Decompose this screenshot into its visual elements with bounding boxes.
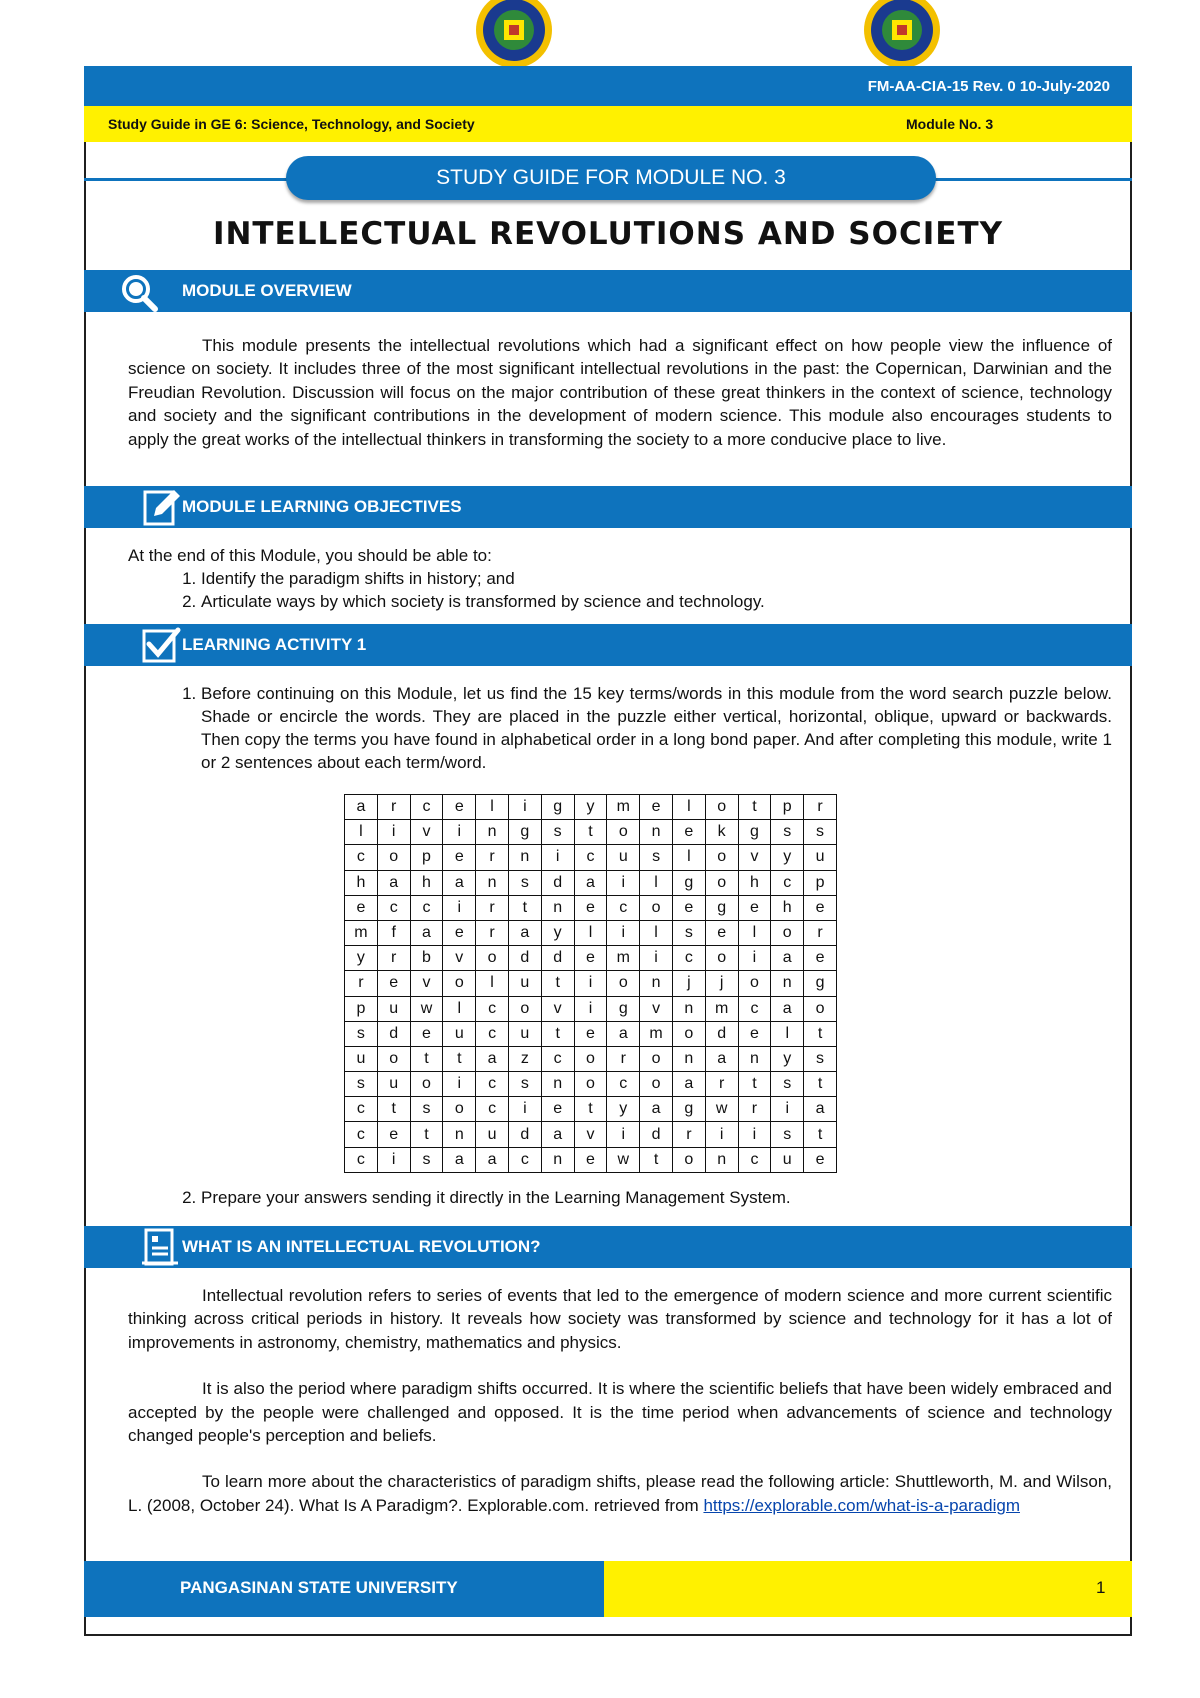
puzzle-cell: o xyxy=(443,971,476,996)
study-guide-title: Study Guide in GE 6: Science, Technology, and Society xyxy=(108,116,475,132)
puzzle-cell: a xyxy=(476,1147,509,1172)
puzzle-cell: s xyxy=(771,1072,804,1097)
puzzle-cell: t xyxy=(640,1147,673,1172)
puzzle-cell: c xyxy=(508,1147,541,1172)
puzzle-cell: n xyxy=(508,845,541,870)
puzzle-cell: y xyxy=(345,946,378,971)
puzzle-cell: s xyxy=(410,1097,443,1122)
puzzle-cell: c xyxy=(377,895,410,920)
puzzle-cell: r xyxy=(377,946,410,971)
puzzle-cell: n xyxy=(476,870,509,895)
puzzle-cell: u xyxy=(476,1122,509,1147)
puzzle-cell: p xyxy=(771,795,804,820)
puzzle-cell: n xyxy=(640,820,673,845)
puzzle-cell: o xyxy=(508,996,541,1021)
puzzle-cell: a xyxy=(705,1046,738,1071)
puzzle-cell: t xyxy=(574,820,607,845)
puzzle-cell: o xyxy=(771,920,804,945)
puzzle-cell: e xyxy=(804,895,837,920)
puzzle-cell: l xyxy=(672,795,705,820)
puzzle-cell: a xyxy=(541,1122,574,1147)
puzzle-cell: o xyxy=(410,1072,443,1097)
puzzle-cell: o xyxy=(705,795,738,820)
module-number: Module No. 3 xyxy=(906,116,994,132)
puzzle-cell: g xyxy=(804,971,837,996)
puzzle-cell: v xyxy=(443,946,476,971)
activity-list-2 xyxy=(128,1186,1112,1209)
puzzle-cell: r xyxy=(804,795,837,820)
puzzle-row xyxy=(345,1046,837,1071)
puzzle-cell: w xyxy=(410,996,443,1021)
puzzle-row xyxy=(345,1072,837,1097)
puzzle-cell: s xyxy=(410,1147,443,1172)
puzzle-cell: s xyxy=(804,1046,837,1071)
puzzle-cell: s xyxy=(640,845,673,870)
puzzle-cell: v xyxy=(738,845,771,870)
intellectual-paragraph-1: Intellectual revolution refers to series of events that led to the emergence of modern science and more current scientific thinking across critical periods in history. It reveals how society was transformed by science and technology for it has a lot of improvements in astronomy, chemistry, mathematics and physics. xyxy=(128,1286,1112,1352)
puzzle-cell: c xyxy=(345,845,378,870)
puzzle-cell: u xyxy=(508,1021,541,1046)
puzzle-cell: c xyxy=(410,795,443,820)
puzzle-cell: s xyxy=(345,1072,378,1097)
puzzle-cell: o xyxy=(738,971,771,996)
overview-paragraph: This module presents the intellectual revolutions which had a significant effect on how people view the influence of science on society. It includes three of the most significant intellectual revolutions in the past: the Copernican, Darwinian and the Freudian Revolution. Discussion will focus on the major contribution of these great thinkers in the context of science, technology and society and the significant contributions in the development of modern science. This module also encourages students to apply the great works of the intellectual thinkers in transforming the society to a more conducive place to live. xyxy=(128,336,1112,449)
puzzle-cell: m xyxy=(705,996,738,1021)
puzzle-cell: l xyxy=(640,870,673,895)
puzzle-cell: i xyxy=(607,870,640,895)
puzzle-cell: l xyxy=(476,971,509,996)
puzzle-cell: i xyxy=(705,1122,738,1147)
puzzle-cell: t xyxy=(574,1097,607,1122)
puzzle-cell: i xyxy=(640,946,673,971)
puzzle-cell: d xyxy=(508,1122,541,1147)
puzzle-cell: r xyxy=(476,845,509,870)
puzzle-cell: e xyxy=(640,795,673,820)
puzzle-cell: a xyxy=(804,1097,837,1122)
puzzle-cell: e xyxy=(738,895,771,920)
puzzle-cell: e xyxy=(443,845,476,870)
puzzle-cell: n xyxy=(672,996,705,1021)
puzzle-cell: y xyxy=(541,920,574,945)
puzzle-cell: u xyxy=(508,971,541,996)
puzzle-cell: m xyxy=(607,946,640,971)
puzzle-cell: t xyxy=(804,1072,837,1097)
puzzle-cell: i xyxy=(508,1097,541,1122)
puzzle-cell: n xyxy=(541,1072,574,1097)
puzzle-cell: r xyxy=(738,1097,771,1122)
objective-item: 1. Identify the paradigm shifts in history; and xyxy=(201,567,1112,590)
puzzle-cell: c xyxy=(476,996,509,1021)
puzzle-cell: m xyxy=(640,1021,673,1046)
puzzle-cell: a xyxy=(574,870,607,895)
overview-text xyxy=(128,334,1112,451)
puzzle-cell: n xyxy=(640,971,673,996)
university-seal-logo-right xyxy=(852,0,952,70)
puzzle-cell: o xyxy=(574,1072,607,1097)
puzzle-cell: g xyxy=(672,870,705,895)
puzzle-cell: m xyxy=(607,795,640,820)
puzzle-cell: o xyxy=(476,946,509,971)
puzzle-cell: o xyxy=(672,1147,705,1172)
activity-item-2: 2. Prepare your answers sending it directly in the Learning Management System. xyxy=(201,1186,1112,1209)
puzzle-cell: a xyxy=(771,996,804,1021)
puzzle-cell: t xyxy=(804,1122,837,1147)
puzzle-cell: c xyxy=(672,946,705,971)
puzzle-cell: l xyxy=(640,920,673,945)
puzzle-cell: e xyxy=(377,1122,410,1147)
puzzle-cell: v xyxy=(410,971,443,996)
puzzle-cell: h xyxy=(345,870,378,895)
puzzle-cell: i xyxy=(771,1097,804,1122)
puzzle-cell: p xyxy=(804,870,837,895)
puzzle-cell: u xyxy=(345,1046,378,1071)
search-icon xyxy=(118,270,160,312)
page-number: 1 xyxy=(1096,1578,1106,1597)
puzzle-cell: a xyxy=(672,1072,705,1097)
puzzle-cell: a xyxy=(476,1046,509,1071)
puzzle-cell: t xyxy=(541,971,574,996)
puzzle-cell: c xyxy=(476,1097,509,1122)
puzzle-cell: a xyxy=(508,920,541,945)
puzzle-cell: r xyxy=(476,920,509,945)
activity-heading: LEARNING ACTIVITY 1 xyxy=(182,635,367,654)
checkbox-icon xyxy=(140,624,182,666)
intellectual-heading: WHAT IS AN INTELLECTUAL REVOLUTION? xyxy=(182,1237,541,1256)
puzzle-cell: n xyxy=(443,1122,476,1147)
puzzle-cell: o xyxy=(804,996,837,1021)
puzzle-cell: t xyxy=(804,1021,837,1046)
puzzle-cell: d xyxy=(640,1122,673,1147)
pencil-edit-icon xyxy=(140,486,182,528)
puzzle-cell: d xyxy=(705,1021,738,1046)
puzzle-cell: t xyxy=(738,795,771,820)
puzzle-cell: g xyxy=(705,895,738,920)
puzzle-cell: n xyxy=(771,971,804,996)
puzzle-cell: c xyxy=(607,895,640,920)
puzzle-cell: o xyxy=(607,971,640,996)
puzzle-row xyxy=(345,920,837,945)
puzzle-cell: t xyxy=(541,1021,574,1046)
puzzle-cell: o xyxy=(574,1046,607,1071)
objectives-heading: MODULE LEARNING OBJECTIVES xyxy=(182,497,462,516)
puzzle-row xyxy=(345,795,837,820)
puzzle-cell: w xyxy=(705,1097,738,1122)
puzzle-cell: d xyxy=(508,946,541,971)
puzzle-cell: e xyxy=(574,946,607,971)
puzzle-cell: s xyxy=(771,1122,804,1147)
puzzle-cell: f xyxy=(377,920,410,945)
puzzle-cell: c xyxy=(541,1046,574,1071)
puzzle-cell: o xyxy=(705,946,738,971)
puzzle-cell: j xyxy=(672,971,705,996)
puzzle-cell: d xyxy=(541,946,574,971)
puzzle-cell: o xyxy=(672,1021,705,1046)
puzzle-cell: e xyxy=(345,895,378,920)
intellectual-paragraph-2: It is also the period where paradigm shifts occurred. It is where the scientific beliefs that have been widely embraced and accepted by the people were challenged and opposed. It is the time period when advancements of science and technology changed people's perception and beliefs. xyxy=(128,1379,1112,1446)
puzzle-cell: g xyxy=(541,795,574,820)
puzzle-cell: i xyxy=(574,996,607,1021)
puzzle-cell: i xyxy=(443,820,476,845)
puzzle-cell: d xyxy=(377,1021,410,1046)
page-title: INTELLECTUAL REVOLUTIONS AND SOCIETY xyxy=(212,216,1004,252)
puzzle-cell: i xyxy=(574,971,607,996)
puzzle-cell: v xyxy=(541,996,574,1021)
objectives-intro: At the end of this Module, you should be able to: xyxy=(128,546,492,565)
divider-line-right xyxy=(932,178,1132,181)
puzzle-cell: i xyxy=(443,1072,476,1097)
puzzle-cell: a xyxy=(640,1097,673,1122)
puzzle-row xyxy=(345,1021,837,1046)
puzzle-cell: e xyxy=(410,1021,443,1046)
puzzle-cell: a xyxy=(345,795,378,820)
puzzle-cell: o xyxy=(705,845,738,870)
puzzle-row xyxy=(345,971,837,996)
puzzle-cell: n xyxy=(738,1046,771,1071)
puzzle-cell: u xyxy=(377,996,410,1021)
reference-text: To learn more about the characteristics of paradigm shifts, please read the following article: Shuttleworth, M. and Wilson, L. (2008, October 24). What Is A Paradigm?. Explorable.com. retrieved from xyxy=(128,1472,1112,1515)
puzzle-row xyxy=(345,1147,837,1172)
puzzle-row xyxy=(345,820,837,845)
puzzle-cell: e xyxy=(443,795,476,820)
puzzle-cell: e xyxy=(804,946,837,971)
paradigm-article-link[interactable]: https://explorable.com/what-is-a-paradigm xyxy=(703,1495,1020,1515)
puzzle-cell: l xyxy=(672,845,705,870)
puzzle-cell: o xyxy=(640,1072,673,1097)
puzzle-cell: n xyxy=(705,1147,738,1172)
puzzle-cell: h xyxy=(771,895,804,920)
puzzle-cell: s xyxy=(508,1072,541,1097)
puzzle-cell: i xyxy=(508,795,541,820)
puzzle-cell: m xyxy=(345,920,378,945)
puzzle-cell: c xyxy=(738,1147,771,1172)
intellectual-paragraph-3 xyxy=(128,1470,1112,1517)
puzzle-cell: g xyxy=(738,820,771,845)
puzzle-cell: s xyxy=(672,920,705,945)
document-icon xyxy=(140,1226,182,1268)
activity-list-1 xyxy=(128,682,1112,774)
puzzle-cell: e xyxy=(672,820,705,845)
puzzle-cell: s xyxy=(508,870,541,895)
puzzle-cell: r xyxy=(345,971,378,996)
puzzle-cell: e xyxy=(574,1147,607,1172)
form-code: FM-AA-CIA-15 Rev. 0 10-July-2020 xyxy=(867,78,1110,95)
puzzle-cell: c xyxy=(345,1122,378,1147)
puzzle-cell: e xyxy=(443,920,476,945)
puzzle-cell: e xyxy=(705,920,738,945)
puzzle-cell: g xyxy=(607,996,640,1021)
puzzle-cell: a xyxy=(443,1147,476,1172)
puzzle-cell: o xyxy=(377,1046,410,1071)
puzzle-cell: r xyxy=(705,1072,738,1097)
puzzle-row xyxy=(345,946,837,971)
puzzle-cell: y xyxy=(607,1097,640,1122)
puzzle-cell: g xyxy=(508,820,541,845)
puzzle-cell: c xyxy=(574,845,607,870)
puzzle-cell: k xyxy=(705,820,738,845)
puzzle-cell: r xyxy=(476,895,509,920)
puzzle-cell: a xyxy=(771,946,804,971)
puzzle-cell: o xyxy=(377,845,410,870)
footer-yellow-block xyxy=(604,1561,1132,1617)
puzzle-cell: y xyxy=(574,795,607,820)
puzzle-row xyxy=(345,870,837,895)
study-guide-banner: STUDY GUIDE FOR MODULE NO. 3 xyxy=(286,156,936,200)
puzzle-cell: t xyxy=(410,1122,443,1147)
puzzle-cell: e xyxy=(377,971,410,996)
puzzle-cell: i xyxy=(738,1122,771,1147)
puzzle-cell: l xyxy=(443,996,476,1021)
puzzle-cell: c xyxy=(607,1072,640,1097)
puzzle-cell: h xyxy=(410,870,443,895)
puzzle-cell: t xyxy=(377,1097,410,1122)
puzzle-cell: j xyxy=(705,971,738,996)
university-seal-logo-left xyxy=(464,0,564,70)
puzzle-cell: h xyxy=(738,870,771,895)
divider-line-left xyxy=(84,178,290,181)
puzzle-cell: i xyxy=(541,845,574,870)
puzzle-cell: t xyxy=(508,895,541,920)
puzzle-cell: l xyxy=(574,920,607,945)
puzzle-cell: o xyxy=(640,895,673,920)
puzzle-cell: c xyxy=(345,1097,378,1122)
puzzle-cell: a xyxy=(607,1021,640,1046)
puzzle-cell: i xyxy=(738,946,771,971)
puzzle-cell: i xyxy=(607,1122,640,1147)
puzzle-cell: y xyxy=(771,1046,804,1071)
puzzle-cell: s xyxy=(345,1021,378,1046)
puzzle-cell: l xyxy=(476,795,509,820)
puzzle-cell: l xyxy=(738,920,771,945)
puzzle-cell: e xyxy=(672,895,705,920)
intellectual-text xyxy=(128,1284,1112,1517)
puzzle-cell: p xyxy=(345,996,378,1021)
puzzle-cell: r xyxy=(607,1046,640,1071)
puzzle-row xyxy=(345,1097,837,1122)
puzzle-cell: u xyxy=(771,1147,804,1172)
puzzle-cell: e xyxy=(541,1097,574,1122)
puzzle-cell: a xyxy=(377,870,410,895)
puzzle-cell: n xyxy=(672,1046,705,1071)
puzzle-cell: b xyxy=(410,946,443,971)
activity-item-1: 1. Before continuing on this Module, let us find the 15 key terms/words in this module from the word search puzzle below. Shade or encircle the words. They are placed in the puzzle either vertical, horizontal, oblique, upward or backwards. Then copy the terms you have found in alphabetical order in a long bond paper. And after completing this module, write 1 or 2 sentences about each term/word. xyxy=(201,682,1112,774)
puzzle-cell: l xyxy=(771,1021,804,1046)
puzzle-cell: z xyxy=(508,1046,541,1071)
puzzle-cell: i xyxy=(607,920,640,945)
puzzle-cell: r xyxy=(672,1122,705,1147)
puzzle-cell: e xyxy=(804,1147,837,1172)
puzzle-cell: a xyxy=(443,870,476,895)
puzzle-cell: u xyxy=(377,1072,410,1097)
puzzle-cell: u xyxy=(607,845,640,870)
puzzle-cell: i xyxy=(377,1147,410,1172)
puzzle-cell: p xyxy=(410,845,443,870)
puzzle-cell: c xyxy=(476,1072,509,1097)
puzzle-cell: v xyxy=(640,996,673,1021)
puzzle-cell: c xyxy=(345,1147,378,1172)
puzzle-cell: u xyxy=(804,845,837,870)
puzzle-cell: i xyxy=(377,820,410,845)
puzzle-cell: d xyxy=(541,870,574,895)
puzzle-cell: y xyxy=(771,845,804,870)
puzzle-row xyxy=(345,845,837,870)
puzzle-row xyxy=(345,1122,837,1147)
puzzle-cell: a xyxy=(410,920,443,945)
puzzle-cell: t xyxy=(738,1072,771,1097)
puzzle-cell: w xyxy=(607,1147,640,1172)
puzzle-cell: c xyxy=(738,996,771,1021)
puzzle-cell: n xyxy=(541,1147,574,1172)
puzzle-cell: o xyxy=(640,1046,673,1071)
puzzle-cell: s xyxy=(771,820,804,845)
puzzle-cell: o xyxy=(607,820,640,845)
objective-item: 2. Articulate ways by which society is transformed by science and technology. xyxy=(201,590,1112,613)
puzzle-cell: n xyxy=(476,820,509,845)
puzzle-cell: c xyxy=(476,1021,509,1046)
puzzle-cell: t xyxy=(410,1046,443,1071)
puzzle-cell: t xyxy=(443,1046,476,1071)
puzzle-cell: s xyxy=(804,820,837,845)
puzzle-cell: n xyxy=(541,895,574,920)
puzzle-cell: o xyxy=(443,1097,476,1122)
puzzle-cell: g xyxy=(672,1097,705,1122)
objectives-list xyxy=(128,544,1112,613)
puzzle-cell: o xyxy=(705,870,738,895)
puzzle-cell: u xyxy=(443,1021,476,1046)
puzzle-cell: l xyxy=(345,820,378,845)
puzzle-cell: c xyxy=(771,870,804,895)
puzzle-cell: r xyxy=(804,920,837,945)
puzzle-cell: s xyxy=(541,820,574,845)
puzzle-cell: e xyxy=(574,1021,607,1046)
footer-university-name: PANGASINAN STATE UNIVERSITY xyxy=(180,1578,458,1597)
puzzle-cell: e xyxy=(738,1021,771,1046)
puzzle-row xyxy=(345,996,837,1021)
puzzle-cell: c xyxy=(410,895,443,920)
puzzle-cell: v xyxy=(410,820,443,845)
puzzle-cell: v xyxy=(574,1122,607,1147)
word-search-puzzle xyxy=(344,794,837,1173)
puzzle-cell: e xyxy=(574,895,607,920)
puzzle-row xyxy=(345,895,837,920)
puzzle-cell: i xyxy=(443,895,476,920)
overview-heading: MODULE OVERVIEW xyxy=(182,281,352,300)
puzzle-cell: r xyxy=(377,795,410,820)
